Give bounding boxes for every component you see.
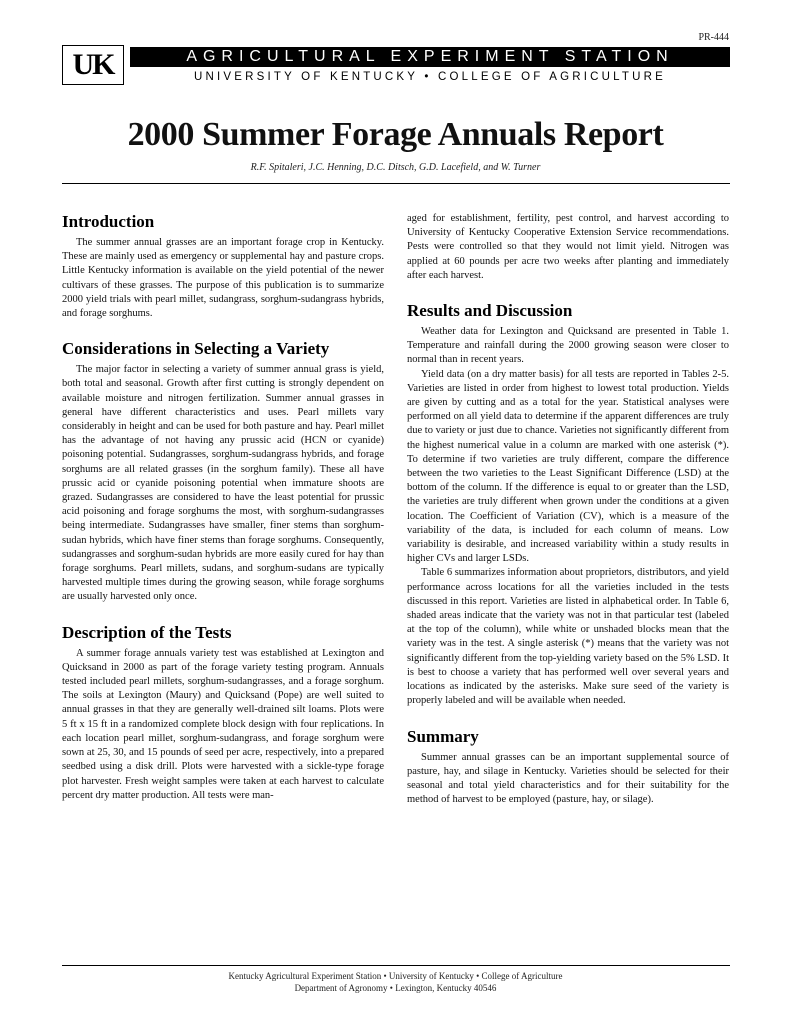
footer-line-1: Kentucky Agricultural Experiment Station • University of Kentucky • College of Agriculture bbox=[228, 971, 563, 981]
university-line: UNIVERSITY OF KENTUCKY • COLLEGE OF AGRICULTURE bbox=[193, 71, 667, 83]
paragraph: The summer annual grasses are an important forage crop in Kentucky. These are mainly used as emergency or supplemental hay and pasture crops. Little Kentucky information is available on the yield potential of the newer cultivars of these grasses. The purpose of this publication is to summarize 2000 yield trials with pearl millet, sudangrass, sorghum-sudangrass hybrids, and forage sorghums. bbox=[62, 237, 384, 320]
section-heading: Results and Discussion bbox=[407, 301, 573, 321]
title-divider bbox=[62, 183, 730, 184]
right-column bbox=[407, 212, 729, 825]
section-heading: Considerations in Selecting a Variety bbox=[62, 339, 330, 359]
authors: R.F. Spitaleri, J.C. Henning, D.C. Ditsch, G.D. Lacefield, and W. Turner bbox=[250, 162, 541, 173]
uk-logo bbox=[62, 45, 124, 85]
introduction-section bbox=[62, 212, 384, 321]
description-section bbox=[62, 623, 384, 803]
paragraph: Summer annual grasses can be an important supplemental source of pasture, hay, and silage in Kentucky. Varieties should be selected for their seasonal and total yield characteristics and for their suitability for the method of harvest to be employed (pasture, hay, or silage). bbox=[407, 751, 729, 806]
logo-text: UK bbox=[72, 48, 114, 81]
footer-divider bbox=[62, 965, 730, 966]
section-heading: Summary bbox=[407, 726, 479, 746]
paragraph: Weather data for Lexington and Quicksand are presented in Table 1. Temperature and rainfall during the 2000 growing season were closer to normal than in recent years. bbox=[407, 326, 729, 366]
paragraph: Yield data (on a dry matter basis) for all tests are reported in Tables 2-5. Varieties are listed in order from highest to lowest total production. Yields are given by cutting and as a total for the year. Statistical analyses were performed on all yield data to determine if the apparent differences are truly due to variety or just due to chance. Varieties not significantly different from the highest numerical value in a column are marked with one asterisk (*). To determine if two varieties are truly different, compare the difference between the two varieties to the Least Significant Difference (LSD) at the bottom of the column. If the difference is equal to or greater than the LSD, the varieties are truly different when grown under the conditions at a given location. The Coefficient of Variation (CV), which is a measure of the variability of the data, is included for each column of means. Low variability is desirable, and increased variability within a study results in higher CVs and larger LSDs. bbox=[407, 368, 729, 565]
results-section bbox=[407, 301, 729, 708]
report-title: 2000 Summer Forage Annuals Report bbox=[127, 116, 664, 153]
masthead bbox=[62, 45, 730, 87]
description-continued bbox=[407, 212, 729, 283]
considerations-section bbox=[62, 339, 384, 604]
footer-line-2: Department of Agronomy • Lexington, Kentucky 40546 bbox=[294, 983, 497, 993]
footer bbox=[0, 970, 791, 994]
paragraph: A summer forage annuals variety test was established at Lexington and Quicksand in 2000 as part of the forage variety testing program. Annuals tested included pearl millets, sorghum-sudangrasses, and a forage sorghum. The soils at Lexington (Maury) and Quicksand (Pope) are well suited to annual grasses in that they are generally well-drained silt loams. Plots were 5 ft x 15 ft in a randomized complete block design with four replications. In each location pearl millet, sorghum-sudangrass, and forage sorghum were sown at 25, 30, and 15 pounds of seed per acre, respectively, into a prepared seedbed using a disk drill. Plots were harvested with a sickle-type forage plot harvester. Fresh weight samples were taken at each harvest to calculate percent dry matter production. All tests were man- bbox=[62, 647, 384, 801]
paragraph: aged for establishment, fertility, pest control, and harvest according to University of Kentucky Cooperative Extension Service recommendations. Pests were controlled so that they would not limit yield. Nitrogen was applied at 60 pounds per acre two weeks after planting and immediately after each harvest. bbox=[407, 213, 729, 281]
paragraph: The major factor in selecting a variety of summer annual grass is yield, both total and seasonal. Growth after first cutting is strongly dependent on available moisture and nitrogen fertilization. Summer annual grasses in general have different characteristics and uses. Pearl millets vary considerably in height and can be used for both pasture and hay. Pearl millet has the advantage of not having any prussic acid (HCN or cyanide) poisoning potential. Sudangrasses, sorghum-sudangrass hybrids, and forage sorghums are all related grasses (in the sorghum family). These all have prussic acid or cyanide poisoning potential when immature shoots are grazed. Sudangrasses are considered to have the least potential for prussic acid poisoning and forage sorghums the most, with sorghum-sudangrasses being intermediate. Sudangrasses have smaller, finer stems than sorghum-sudan hybrids, which have finer stems than forage sorghums. Consequently, sudangrasses and sorghum-sudan hybrids are more easily cured for hay than forage sorghums. Pearl millets, sudans, and sorghum-sudans are typically harvested multiple times during the growing season, while forage sorghums are usually harvested only once. bbox=[62, 364, 384, 603]
summary-section bbox=[407, 727, 729, 808]
station-banner: AGRICULTURAL EXPERIMENT STATION bbox=[130, 47, 730, 67]
section-heading: Description of the Tests bbox=[62, 622, 232, 642]
document-number: PR-444 bbox=[698, 32, 729, 43]
paragraph: Table 6 summarizes information about proprietors, distributors, and yield performance across locations for all the varieties included in the tests discussed in this report. Varieties are listed in alphabetical order. In Table 6, shaded areas indicate that the variety was not in that particular test (labeled at the top of the column), while white or unshaded blocks mean that the variety was in the test. A single asterisk (*) means that the variety was not significantly different from the top-yielding variety based on the 5% LSD. It is best to choose a variety that has performed well over several years and locations as indicated by the asterisks. Make sure seed of the variety is properly labeled and will be available when needed. bbox=[407, 567, 729, 707]
left-column bbox=[62, 212, 384, 821]
section-heading: Introduction bbox=[62, 212, 155, 231]
